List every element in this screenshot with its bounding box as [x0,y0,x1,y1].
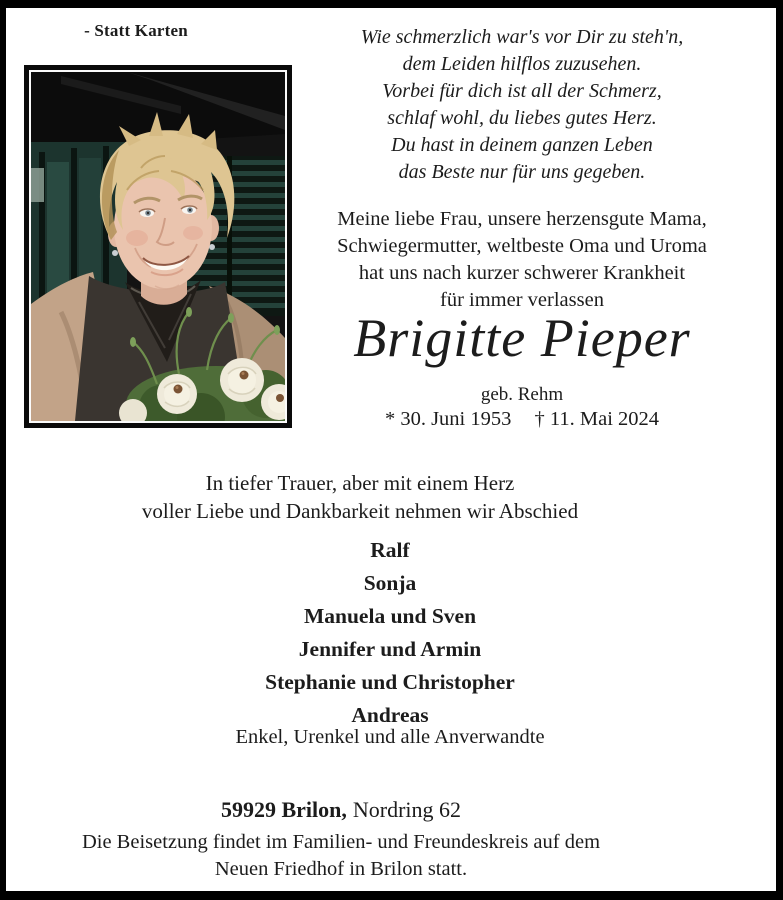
poem-line: schlaf wohl, du liebes gutes Herz. [387,107,657,129]
maiden-name: geb. Rehm [480,384,564,405]
poem-line: dem Leiden hilflos zuzusehen. [402,53,642,75]
family-name: Ralf [370,538,410,562]
memorial-poem [292,24,752,186]
intro-text [292,206,752,314]
intro-line: Meine liebe Frau, unsere herzensgute Mama, [337,208,707,230]
portrait-photo [29,70,287,423]
mourning-line: In tiefer Trauer, aber mit einem Herz [205,471,515,495]
poem-line: Du hast in deinem ganzen Leben [391,134,653,156]
scan-border-right [776,0,783,900]
life-dates [292,408,752,431]
portrait-illustration [31,72,285,421]
relatives-note: Enkel, Urenkel und alle Anverwandte [235,726,545,748]
birth-date: * 30. Juni 1953 [384,408,512,430]
scan-border-left [0,0,6,900]
mourning-statement [0,469,720,525]
poem-line: Wie schmerzlich war's vor Dir zu steh'n, [360,26,684,48]
family-names [6,534,774,732]
poem-line: das Beste nur für uns gegeben. [398,161,646,183]
burial-line: Neuen Friedhof in Brilon statt. [214,858,468,880]
intro-line: Schwiegermutter, weltbeste Oma und Uroma [337,235,707,257]
scan-border-bottom [0,891,783,900]
address-street: Nordring 62 [352,797,462,822]
scan-border-top [0,0,783,8]
family-name: Stephanie und Christopher [265,670,515,694]
intro-line: für immer verlassen [440,289,604,311]
family-name: Sonja [363,571,417,595]
burial-line: Die Beisetzung findet im Familien- und Freundeskreis auf dem [81,831,601,853]
death-date: † 11. Mai 2024 [534,408,660,430]
family-name: Andreas [351,703,429,727]
poem-line: Vorbei für dich ist all der Schmerz, [382,80,662,102]
burial-note [0,829,682,883]
statt-karten-note: - Statt Karten [84,21,188,40]
mourning-line: voller Liebe und Dankbarkeit nehmen wir Abschied [141,499,579,523]
family-name: Manuela und Sven [303,604,477,628]
deceased-name: Brigitte Pieper [353,308,691,368]
portrait-photo-frame [24,65,292,428]
address-city: 59929 Brilon, [220,797,347,822]
address-line [0,797,682,823]
family-name: Jennifer und Armin [298,637,482,661]
intro-line: hat uns nach kurzer schwerer Krankheit [358,262,686,284]
